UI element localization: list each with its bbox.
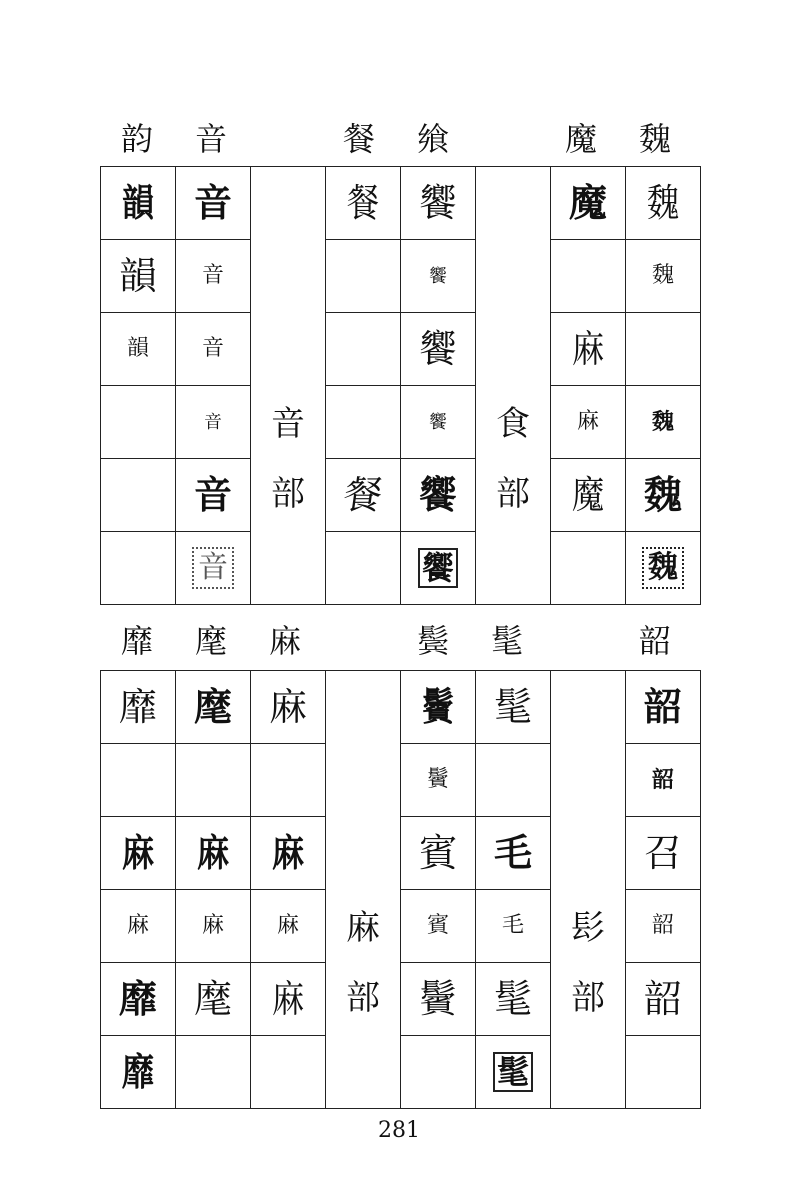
bottom-cell-r0-c5: [476, 671, 551, 744]
bottom-cell-r4-c5: [476, 963, 551, 1036]
page-number: 281: [378, 1118, 420, 1143]
section-label-char: 麻: [346, 907, 380, 948]
bottom-cell-r5-c1: [176, 1036, 251, 1109]
top-cell-r5-c3: [326, 532, 401, 605]
bottom-cell-r2-c2: [251, 817, 326, 890]
seal-glyph: 音: [201, 336, 224, 361]
seal-glyph: 魏: [643, 472, 682, 517]
seal-glyph: 麾: [193, 977, 232, 1021]
seal-glyph: 音: [192, 547, 234, 589]
top-header-row: [100, 116, 692, 162]
bottom-header-row: [100, 618, 692, 664]
bottom-header-5: 髦: [490, 622, 523, 660]
bottom-glyph-table: [100, 670, 701, 1109]
top-cell-r4-c7: [626, 459, 701, 532]
bottom-cell-r3-c0: [101, 890, 176, 963]
seal-glyph: 饗: [418, 327, 457, 371]
seal-glyph: 韶: [651, 913, 674, 938]
bottom-cell-r3-c5: [476, 890, 551, 963]
seal-glyph: 麻: [276, 913, 299, 938]
top-cell-r1-c0: [101, 240, 176, 313]
bottom-header-7: 韶: [638, 622, 671, 660]
top-cell-r1-c1: [176, 240, 251, 313]
top-cell-r0-c6: [551, 167, 626, 240]
top-cell-r4-c3: [326, 459, 401, 532]
top-cell-r1-c4: [401, 240, 476, 313]
top-cell-r2-c1: [176, 313, 251, 386]
section-label-char: 部: [496, 473, 530, 514]
top-section-label-yin: [251, 167, 326, 605]
bottom-cell-r1-c5: [476, 744, 551, 817]
seal-glyph: 魔: [568, 180, 607, 225]
seal-glyph: 麻: [126, 913, 149, 938]
top-cell-r5-c7: [626, 532, 701, 605]
bottom-cell-r0-c1: [176, 671, 251, 744]
seal-glyph: 麻: [271, 977, 305, 1021]
top-cell-r1-c3: [326, 240, 401, 313]
top-cell-r4-c4: [401, 459, 476, 532]
top-cell-r2-c4: [401, 313, 476, 386]
top-cell-r3-c7: [626, 386, 701, 459]
seal-glyph: 毛: [501, 913, 524, 938]
top-glyph-table: [100, 166, 701, 605]
top-cell-r0-c1: [176, 167, 251, 240]
bottom-cell-r3-c7: [626, 890, 701, 963]
top-cell-r0-c3: [326, 167, 401, 240]
bottom-cell-r3-c1: [176, 890, 251, 963]
seal-glyph: 韶: [651, 767, 674, 793]
top-cell-r5-c0: [101, 532, 176, 605]
seal-glyph: 魏: [651, 263, 674, 288]
seal-glyph: 音: [204, 411, 222, 433]
bottom-header-0: 靡: [120, 622, 153, 660]
bottom-cell-r3-c2: [251, 890, 326, 963]
seal-glyph: 韶: [643, 977, 682, 1021]
top-cell-r5-c1: [176, 532, 251, 605]
bottom-header-2: 麻: [268, 622, 301, 660]
section-label-char: 音: [271, 403, 305, 444]
seal-glyph: 音: [201, 263, 224, 288]
bottom-cell-r2-c1: [176, 817, 251, 890]
seal-glyph: 魔: [571, 473, 605, 517]
section-label-char: 食: [496, 403, 530, 444]
seal-glyph: 髦: [493, 685, 532, 729]
bottom-header-4: 鬓: [416, 622, 449, 660]
bottom-cell-r0-c4: [401, 671, 476, 744]
bottom-section-label-ma: [326, 671, 401, 1109]
seal-glyph: 麻: [196, 830, 230, 875]
bottom-cell-r0-c2: [251, 671, 326, 744]
top-header-4: 飨: [416, 120, 449, 158]
seal-glyph: 饗: [418, 181, 457, 225]
section-label-char: 部: [346, 977, 380, 1018]
bottom-cell-r2-c0: [101, 817, 176, 890]
seal-glyph: 麻: [571, 327, 605, 371]
top-cell-r3-c3: [326, 386, 401, 459]
bottom-cell-r1-c1: [176, 744, 251, 817]
top-cell-r3-c1: [176, 386, 251, 459]
seal-glyph: 靡: [118, 685, 157, 729]
seal-glyph: 韻: [121, 180, 155, 225]
top-header-0: 韵: [120, 120, 153, 158]
seal-glyph: 餐: [346, 181, 380, 225]
top-cell-r1-c6: [551, 240, 626, 313]
seal-glyph: 魏: [646, 181, 680, 225]
bottom-cell-r1-c0: [101, 744, 176, 817]
bottom-cell-r1-c7: [626, 744, 701, 817]
seal-glyph: 韻: [118, 254, 157, 298]
seal-glyph: 鬢: [421, 684, 455, 729]
section-label-char: 髟: [571, 907, 605, 948]
top-cell-r2-c6: [551, 313, 626, 386]
bottom-cell-r5-c2: [251, 1036, 326, 1109]
bottom-cell-r2-c7: [626, 817, 701, 890]
bottom-cell-r5-c5: [476, 1036, 551, 1109]
bottom-cell-r4-c0: [101, 963, 176, 1036]
seal-glyph: 賓: [426, 913, 449, 938]
seal-glyph: 召: [643, 831, 682, 875]
top-header-6: 魔: [564, 120, 597, 158]
bottom-cell-r2-c4: [401, 817, 476, 890]
top-cell-r2-c7: [626, 313, 701, 386]
seal-glyph: 靡: [118, 976, 157, 1021]
seal-glyph: 饗: [418, 548, 458, 588]
top-cell-r2-c0: [101, 313, 176, 386]
seal-glyph: 魏: [642, 547, 684, 589]
seal-glyph: 麻: [271, 830, 305, 875]
top-cell-r3-c6: [551, 386, 626, 459]
bottom-section-label-biao: [551, 671, 626, 1109]
bottom-cell-r4-c7: [626, 963, 701, 1036]
seal-glyph: 饗: [418, 472, 457, 517]
seal-glyph: 韶: [643, 684, 682, 729]
top-cell-r4-c0: [101, 459, 176, 532]
top-cell-r0-c4: [401, 167, 476, 240]
bottom-cell-r5-c7: [626, 1036, 701, 1109]
bottom-cell-r4-c1: [176, 963, 251, 1036]
top-header-3: 餐: [342, 120, 375, 158]
seal-glyph: 髦: [493, 1052, 533, 1092]
top-cell-r1-c7: [626, 240, 701, 313]
bottom-cell-r1-c2: [251, 744, 326, 817]
section-label-char: 部: [271, 473, 305, 514]
top-cell-r4-c1: [176, 459, 251, 532]
bottom-cell-r5-c4: [401, 1036, 476, 1109]
seal-glyph: 鬢: [426, 767, 449, 792]
top-cell-r5-c4: [401, 532, 476, 605]
seal-glyph: 麾: [193, 684, 232, 729]
top-cell-r5-c6: [551, 532, 626, 605]
seal-glyph: 賓: [418, 831, 457, 875]
seal-glyph: 麻: [201, 913, 224, 938]
top-header-7: 魏: [638, 120, 671, 158]
top-header-1: 音: [194, 120, 227, 158]
top-cell-r4-c6: [551, 459, 626, 532]
bottom-cell-r0-c0: [101, 671, 176, 744]
top-cell-r0-c7: [626, 167, 701, 240]
seal-glyph: 麻: [576, 409, 599, 434]
bottom-cell-r1-c4: [401, 744, 476, 817]
seal-glyph: 饗: [429, 411, 447, 433]
seal-glyph: 音: [193, 472, 232, 517]
seal-glyph: 麻: [268, 685, 307, 729]
seal-glyph: 鬢: [418, 977, 457, 1021]
bottom-header-1: 麾: [194, 622, 227, 660]
top-cell-r2-c3: [326, 313, 401, 386]
bottom-cell-r5-c0: [101, 1036, 176, 1109]
section-label-char: 部: [571, 977, 605, 1018]
top-section-label-shi: [476, 167, 551, 605]
seal-glyph: 髦: [493, 977, 532, 1021]
seal-glyph: 韻: [126, 336, 149, 361]
top-cell-r0-c0: [101, 167, 176, 240]
seal-glyph: 毛: [493, 830, 532, 875]
bottom-cell-r0-c7: [626, 671, 701, 744]
seal-glyph: 魏: [651, 409, 674, 435]
seal-glyph: 音: [193, 180, 232, 225]
seal-glyph: 饗: [429, 265, 447, 287]
top-cell-r3-c0: [101, 386, 176, 459]
bottom-cell-r4-c4: [401, 963, 476, 1036]
bottom-cell-r2-c5: [476, 817, 551, 890]
bottom-cell-r3-c4: [401, 890, 476, 963]
top-cell-r3-c4: [401, 386, 476, 459]
seal-glyph: 餐: [340, 473, 386, 517]
seal-glyph: 靡: [121, 1049, 155, 1094]
bottom-cell-r4-c2: [251, 963, 326, 1036]
seal-glyph: 麻: [121, 830, 155, 875]
